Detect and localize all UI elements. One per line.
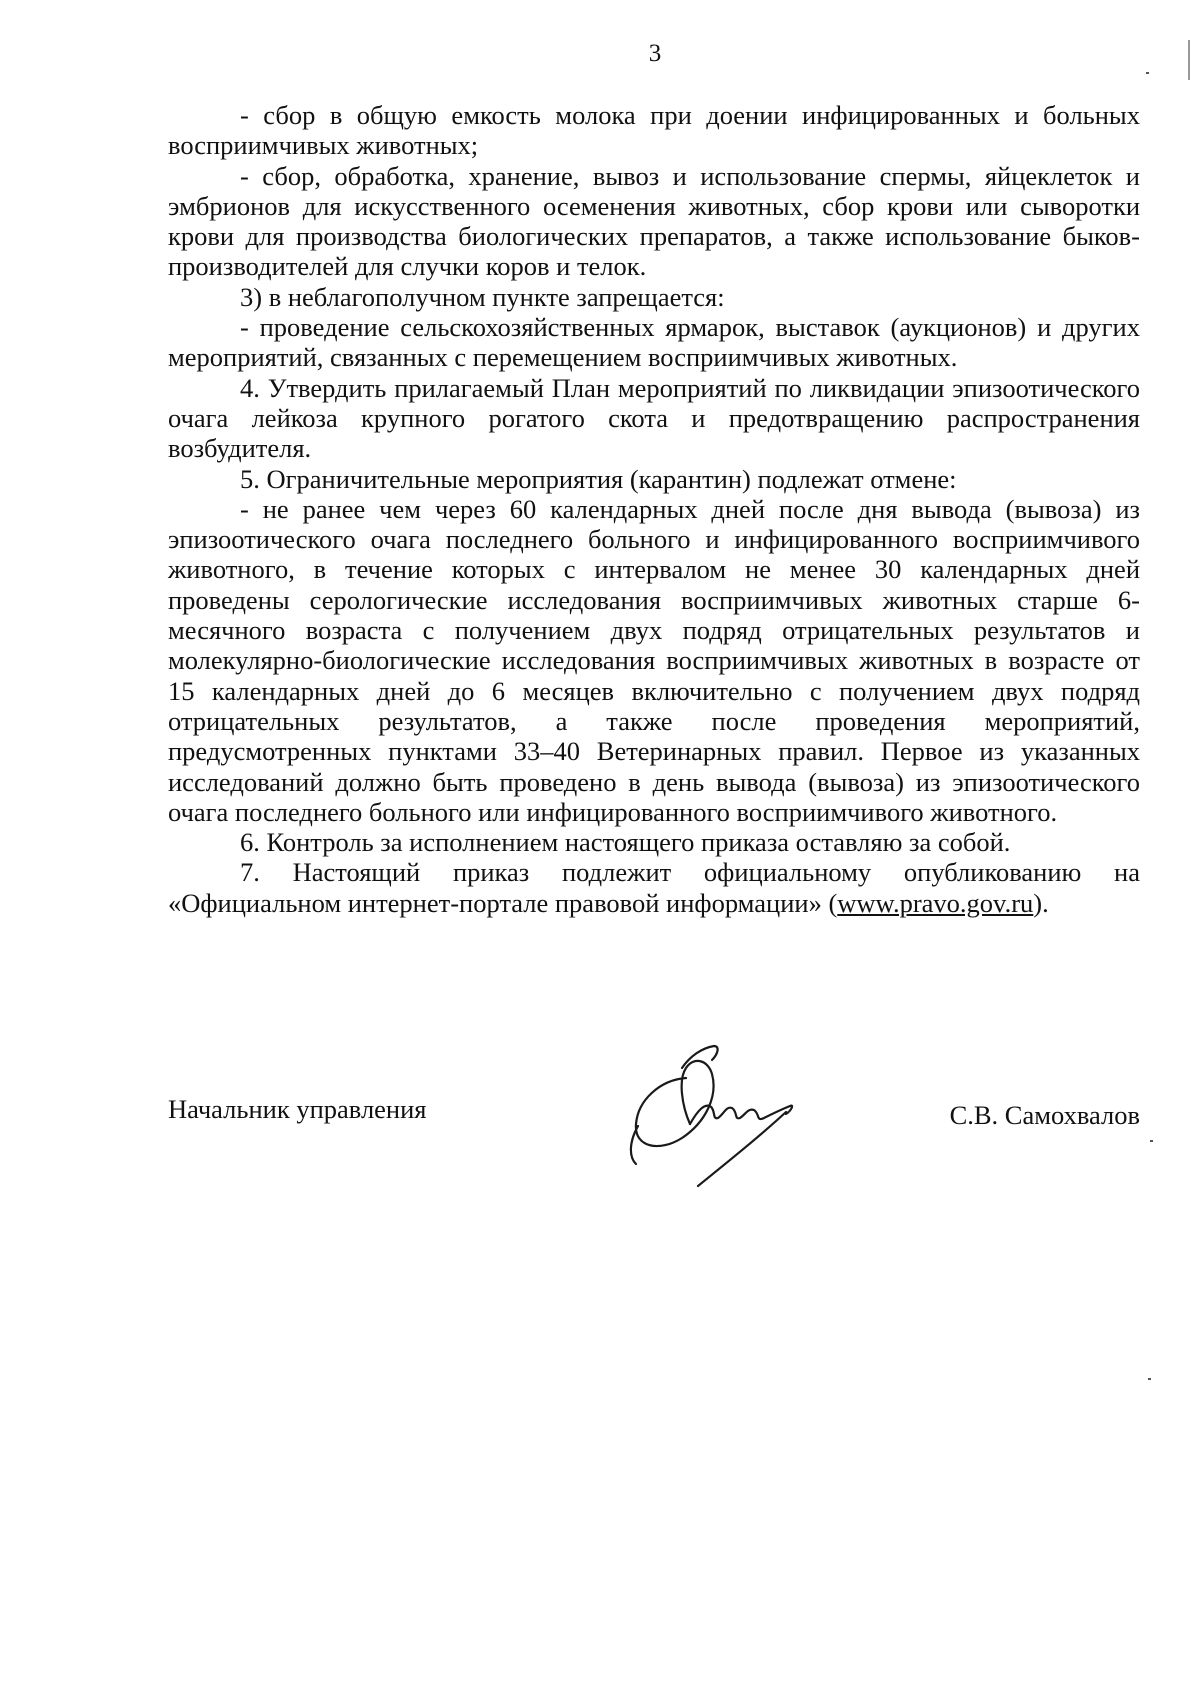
scan-speck (1146, 72, 1149, 74)
signer-name: С.В. Самохвалов (949, 1100, 1140, 1130)
paragraph-cancellation-conditions: - не ранее чем через 60 календарных дней после дня вывода (вывоза) из эпизоотического очага последнего больного и инфицированного восприимчивого животного, в течение которых с интервалом не менее 30 календарных дней проведены серологические исследования восприимчивых животных старше 6-месячного возраста с получением двух подряд отрицательных результатов и молекулярно-биологические исследования восприимчивых животных в возрасте от 15 календарных дней до 6 месяцев включительно с получением двух подряд отрицательных результатов, а также после проведения мероприятий, предусмотренных пунктами 33–40 Ветеринарных правил. Первое из указанных исследований должно быть проведено в день вывода (вывоза) из эпизоотического очага последнего больного или инфицированного восприимчивого животного. (168, 493, 1140, 827)
paragraph-sperm-collection: - сбор, обработка, хранение, вывоз и использование спермы, яйцеклеток и эмбрионов для искусственного осеменения животных, сбор крови или сыворотки крови для производства биологических препаратов, а также использование быков-производителей для случки коров и телок. (168, 160, 1140, 282)
position-title: Начальник управления (168, 1094, 427, 1124)
handwritten-signature (620, 1040, 840, 1190)
paragraph-item-6: 6. Контроль за исполнением настоящего приказа оставляю за собой. (240, 827, 1011, 858)
paragraph-item-7 (168, 857, 1140, 918)
signature-block (0, 1040, 1200, 1200)
paragraph-fairs-prohibition: - проведение сельскохозяйственных ярмарок, выставок (аукционов) и других мероприятий, связанных с перемещением восприимчивых животных. (168, 312, 1140, 373)
document-body (168, 100, 1140, 918)
paragraph-milk-collection: - сбор в общую емкость молока при доении инфицированных и больных восприимчивых животных; (168, 100, 1140, 161)
page-number: 3 (648, 40, 662, 67)
publication-text: 7. Настоящий приказ подлежит официальному опубликованию на «Официальном интернет-портале правовой информации» ( (168, 857, 1140, 918)
paragraph-item-4: 4. Утвердить прилагаемый План мероприятий по ликвидации эпизоотического очага лейкоза крупного рогатого скота и предотвращению распространения возбудителя. (168, 372, 1140, 464)
portal-link[interactable]: www.pravo.gov.ru (837, 887, 1034, 918)
scan-speck (1148, 1378, 1151, 1380)
publication-text-end: ). (1033, 887, 1049, 918)
paragraph-item-5: 5. Ограничительные мероприятия (карантин) подлежат отмене: (240, 463, 957, 494)
paragraph-prohibited-heading: 3) в неблагополучном пункте запрещается: (240, 281, 725, 312)
scan-speck (1150, 1140, 1153, 1142)
scan-speck (1188, 40, 1190, 80)
